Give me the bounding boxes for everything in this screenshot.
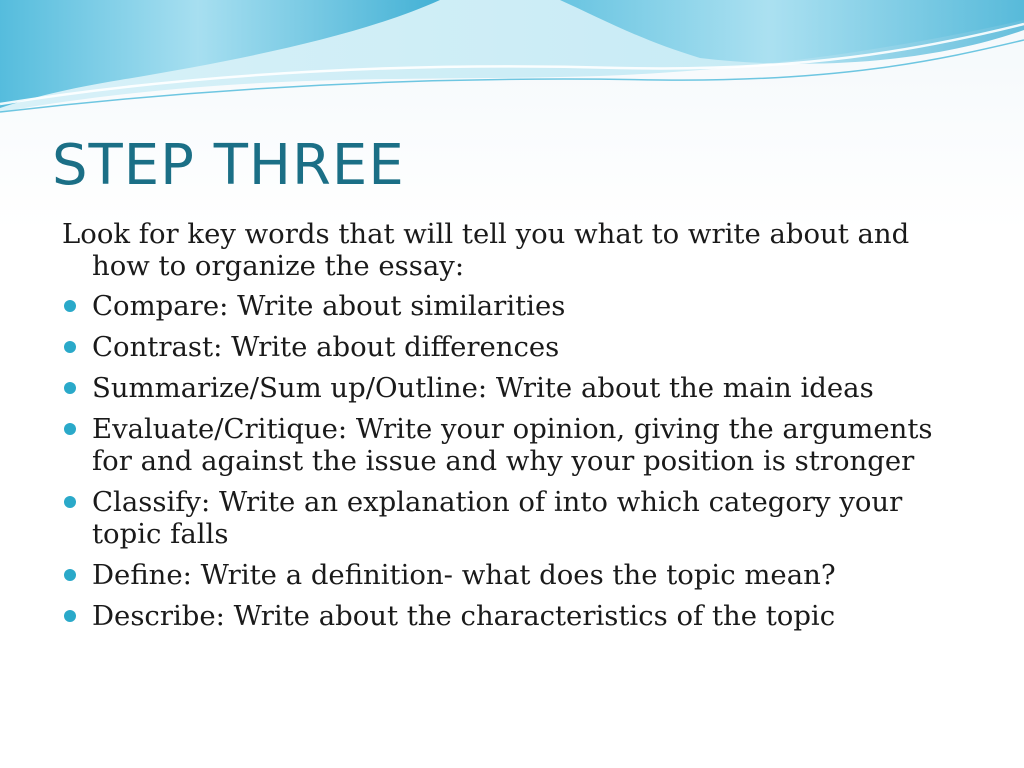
bullet-item [62,486,962,550]
bullet-text: Evaluate/Critique: Write your opinion, giving the arguments for and against the issue and why your position is stronger [92,413,933,477]
bullet-text: Describe: Write about the characteristics of the topic [92,600,836,632]
bullet-text: Summarize/Sum up/Outline: Write about the main ideas [92,372,874,404]
bullet-text: Contrast: Write about differences [92,331,560,363]
bullet-text: Compare: Write about similarities [92,290,566,322]
bullet-item [62,372,962,404]
bullet-text: Classify: Write an explanation of into which category your topic falls [92,486,903,550]
bullet-dot-icon [64,496,76,508]
bullet-dot-icon [64,341,76,353]
bullet-dot-icon [64,569,76,581]
bullet-dot-icon [64,382,76,394]
bullet-dot-icon [64,300,76,312]
slide-body [62,218,962,641]
bullet-item [62,290,962,322]
bullet-item [62,413,962,477]
slide-title: STEP THREE [52,133,405,198]
bullet-item [62,331,962,363]
bullet-dot-icon [64,610,76,622]
bullet-text: Define: Write a definition- what does the topic mean? [92,559,836,591]
wave-decoration [0,0,1024,130]
bullet-item [62,559,962,591]
intro-paragraph: Look for key words that will tell you what to write about and how to organize the essay: [62,218,910,282]
bullet-item [62,600,962,632]
bullet-dot-icon [64,423,76,435]
